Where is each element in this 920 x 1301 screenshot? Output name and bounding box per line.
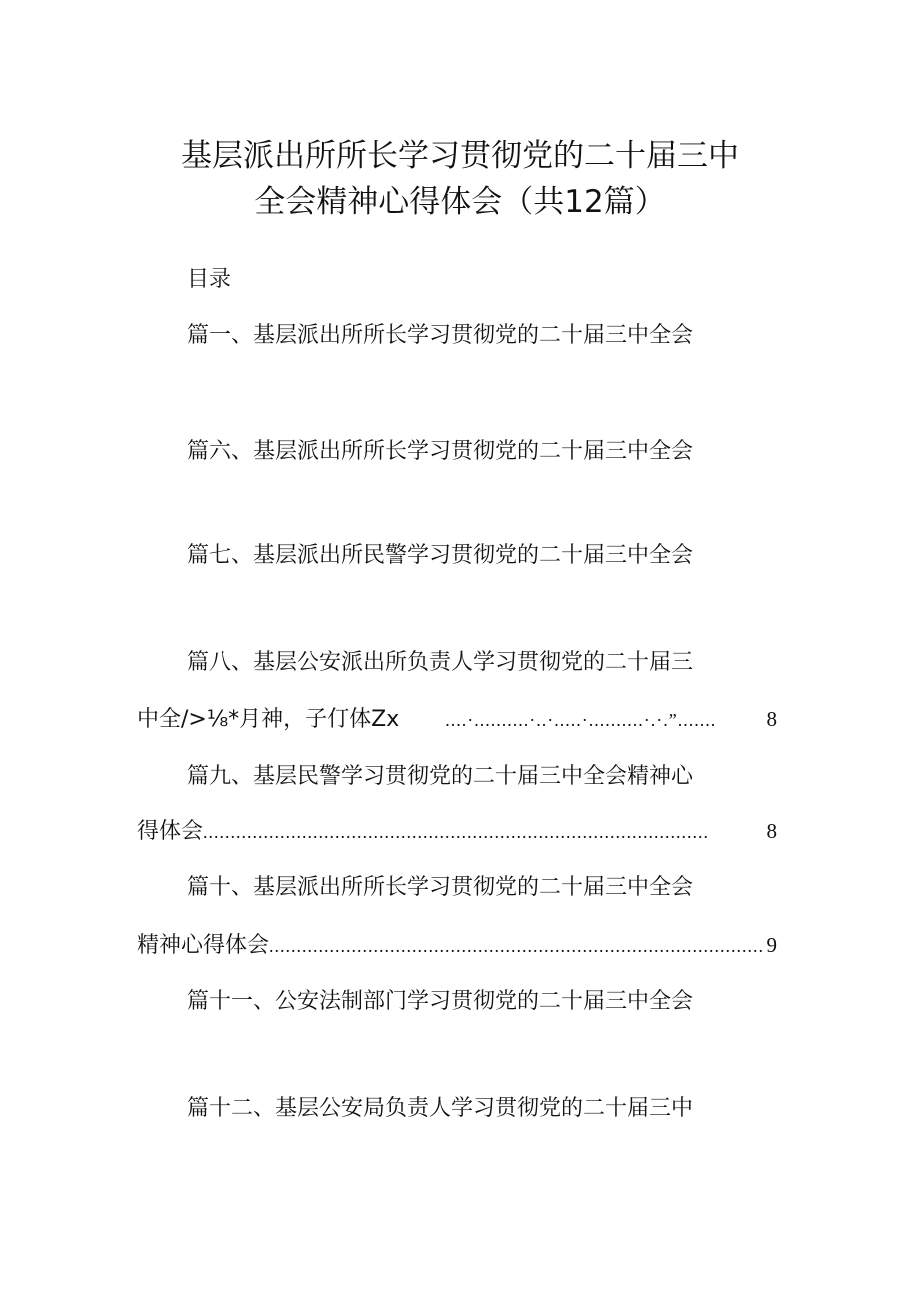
toc-entry-12[interactable]: 篇十二、基层公安局负责人学习贯彻党的二十届三中	[187, 1096, 694, 1121]
toc-leader-dots: ............................................................................................	[203, 822, 710, 842]
toc-page-number: 9	[766, 933, 777, 957]
toc-entry-8-line2[interactable]	[137, 704, 777, 734]
toc-page-number: 8	[766, 819, 777, 843]
toc-leader-dots: ....·..........·..·.....·..........·.·.”.......	[445, 710, 717, 730]
toc-entry-8-continuation: 中全/>⅛*月神，子仃体Zx	[137, 707, 400, 732]
toc-entry-6[interactable]: 篇六、基层派出所所长学习贯彻党的二十届三中全会	[187, 439, 694, 464]
toc-entry-9-continuation: 得体会	[137, 819, 204, 844]
toc-entry-11[interactable]: 篇十一、公安法制部门学习贯彻党的二十届三中全会	[187, 989, 694, 1014]
toc-entry-10-continuation: 精神心得体会	[137, 933, 270, 958]
document-title-line-2: 全会精神心得体会（共12篇）	[254, 184, 666, 220]
toc-entry-9-line1[interactable]: 篇九、基层民警学习贯彻党的二十届三中全会精神心	[187, 764, 694, 789]
toc-entry-7[interactable]: 篇七、基层派出所民警学习贯彻党的二十届三中全会	[187, 543, 694, 568]
toc-entry-10-line1[interactable]: 篇十、基层派出所所长学习贯彻党的二十届三中全会	[187, 875, 694, 900]
toc-entry-10-line2[interactable]	[137, 930, 777, 960]
toc-heading: 目录	[187, 267, 232, 292]
document-title-line-1: 基层派出所所长学习贯彻党的二十届三中	[181, 138, 739, 174]
toc-entry-8-line1[interactable]: 篇八、基层公安派出所负责人学习贯彻党的二十届三	[187, 650, 694, 675]
toc-leader-dots: ..........................................................................................	[269, 936, 765, 956]
toc-entry-9-line2[interactable]	[137, 816, 777, 846]
toc-page-number: 8	[766, 707, 777, 731]
toc-entry-1[interactable]: 篇一、基层派出所所长学习贯彻党的二十届三中全会	[187, 323, 694, 348]
